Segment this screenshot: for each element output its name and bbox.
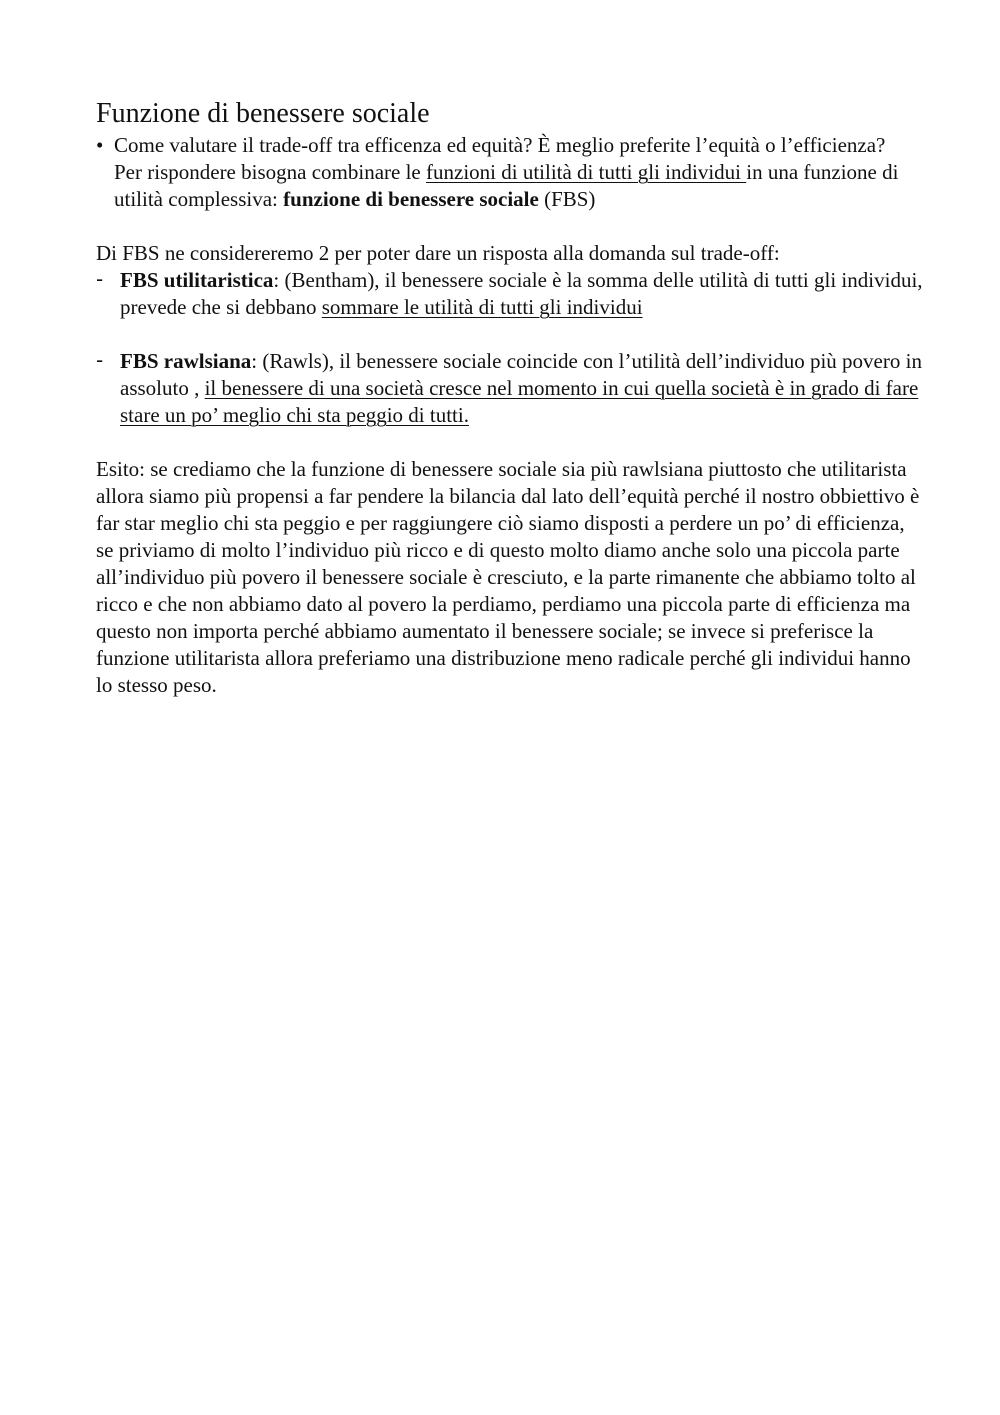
item-term: FBS utilitaristica [120,268,274,292]
dash-marker: - [96,267,104,291]
spacer [96,429,926,456]
dash-marker: - [96,348,104,372]
explanation-text-a: Per rispondere bisogna combinare le [114,160,426,184]
spacer [96,213,926,240]
spacer [96,321,926,348]
esito-paragraph: Esito: se crediamo che la funzione di benessere sociale sia più rawlsiana piuttosto che utilitarista allora siamo più propensi a far pendere la bilancia dal lato dell’equità perché il nostro obbiettivo è far star meglio chi sta peggio e per raggiungere ciò siamo disposti a perdere un po’ di efficienza, se priviamo di molto l’individuo più ricco e di questo molto diamo anche solo una piccola parte all’individuo più povero il benessere sociale è cresciuto, e la parte rimanente che abbiamo tolto al ricco e che non abbiamo dato al povero la perdiamo, perdiamo una piccola parte di efficienza ma questo non importa perché abbiamo aumentato il benessere sociale; se invece si preferisce la funzione utilitarista allora preferiamo una distribuzione meno radicale perché gli individui hanno lo stesso peso. [96,457,920,697]
explanation-text-c: (FBS) [538,187,596,211]
document-page [96,96,926,699]
item-underlined: il benessere di una società cresce nel momento in cui quella società è in grado di fare stare un po’ meglio chi sta peggio di tutti. [120,376,919,427]
list-item-utilitaristica [96,267,926,321]
bullet-question: Come valutare il trade-off tra efficenza ed equità? È meglio preferite l’equità o l’efficienza? [114,133,886,157]
item-term: FBS rawlsiana [120,349,252,373]
bullet-explanation [114,159,926,213]
page-title: Funzione di benessere sociale [96,98,430,129]
item-text: : (Rawls), il benessere sociale coincide con l’utilità dell’individuo più povero in assoluto , [120,349,922,400]
list-item-rawlsiana [96,348,926,429]
explanation-bold-term: funzione di benessere sociale [283,187,539,211]
item-text: : (Bentham), il benessere sociale è la somma delle utilità di tutti gli individui, prevede che si debbano [120,268,923,319]
intro-paragraph: Di FBS ne considereremo 2 per poter dare un risposta alla domanda sul trade-off: [96,241,780,265]
bullet-marker: • [96,133,104,157]
item-underlined: sommare le utilità di tutti gli individui [321,295,643,319]
bullet-item [96,132,926,213]
explanation-underlined: funzioni di utilità di tutti gli individui [426,160,747,184]
explanation-text-b: in una funzione di utilità complessiva: [114,160,899,211]
